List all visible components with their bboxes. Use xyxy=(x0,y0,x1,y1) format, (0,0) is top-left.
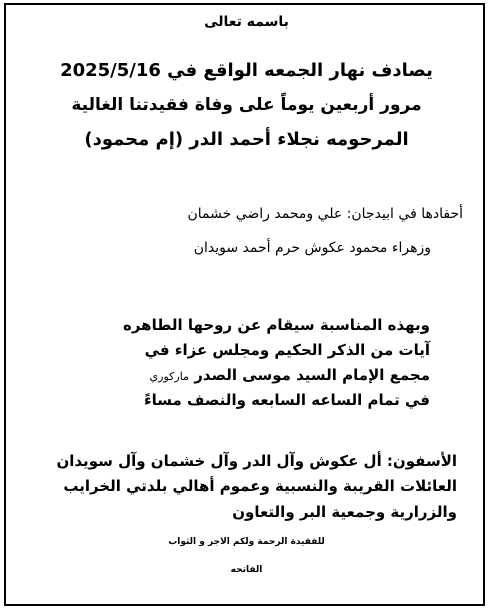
occasion-line-3 xyxy=(150,366,430,384)
occasion-line-1: وبهذه المناسبة سيقام عن روحها الطاهره xyxy=(123,316,430,334)
occasion-line-2: آيات من الذكر الحكيم ومجلس عزاء في xyxy=(144,341,430,359)
grandchildren-line-2: وزهراء محمود عكوش حرم أحمد سويدان xyxy=(193,240,431,256)
fatiha-line: الفاتحه xyxy=(230,565,263,575)
grandchildren-line-1: أحفادها في ابيدجان: علي ومحمد راضي خشمان xyxy=(187,206,463,222)
forty-days-line: مرور أربعين يوماً على وفاة فقيدتنا الغالية xyxy=(71,95,422,115)
occasion-line-4: في تمام الساعه السابعه والنصف مساءً xyxy=(143,391,430,409)
venue-location: ماركوري xyxy=(149,370,189,383)
venue-name: مجمع الإمام السيد موسى الصدر xyxy=(194,366,430,384)
mourners-line-3: والزرارية وجمعية البر والتعاون xyxy=(232,503,457,521)
invocation-line: باسمه تعالى xyxy=(204,14,289,30)
mourners-line-2: العائلات القريبة والنسبية وعموم أهالي بلدتي الخرايب xyxy=(63,477,457,495)
date-line: يصادف نهار الجمعه الواقع في 2025/5/16 xyxy=(60,60,433,81)
deceased-name: المرحومه نجلاء أحمد الدر (إم محمود) xyxy=(84,129,409,150)
condolence-line: للفقيدة الرحمة ولكم الاجر و الثواب xyxy=(168,537,325,547)
mourners-line-1: الأسفون: أل عكوش وآل الدر وآل خشمان وآل سويدان xyxy=(56,452,457,470)
